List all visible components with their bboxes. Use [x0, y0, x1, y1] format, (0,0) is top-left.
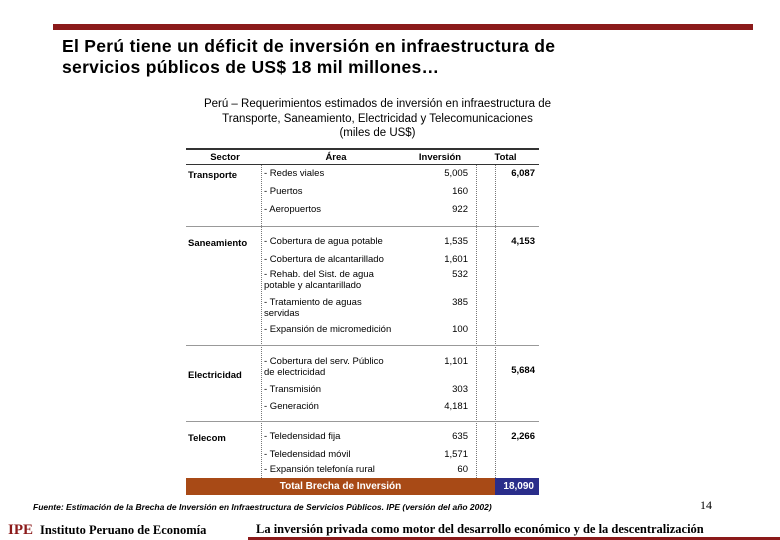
area-label: potable y alcantarillado: [264, 280, 362, 291]
area-label: servidas: [264, 308, 300, 319]
area-label: de electricidad: [264, 367, 326, 378]
area-label: - Expansión telefonía rural: [264, 464, 375, 475]
slide-title: [62, 36, 742, 78]
header-area: Área: [325, 152, 347, 163]
investment-value: 635: [452, 431, 468, 442]
header-total: Total: [494, 152, 517, 163]
sector-name: Telecom: [188, 433, 226, 444]
area-label: - Expansión de micromedición: [264, 324, 392, 335]
investment-value: 303: [452, 384, 468, 395]
investment-value: 100: [452, 324, 468, 335]
investment-value: 532: [452, 269, 468, 280]
investment-value: 1,535: [444, 236, 468, 247]
area-label: - Generación: [264, 401, 319, 412]
area-label: - Cobertura de alcantarillado: [264, 254, 384, 265]
footer: [0, 519, 780, 540]
sector-total: 6,087: [511, 168, 535, 179]
top-rule: [53, 24, 753, 30]
investment-table: [186, 148, 539, 495]
header-sector: Sector: [210, 152, 240, 163]
investment-value: 1,571: [444, 449, 468, 460]
sector-name: Transporte: [188, 170, 238, 181]
investment-value: 160: [452, 186, 468, 197]
sector-total: 5,684: [511, 365, 535, 376]
area-label: - Transmisión: [264, 384, 322, 395]
ipe-logo: IPE: [8, 522, 34, 538]
investment-value: 4,181: [444, 401, 468, 412]
table-caption: [170, 97, 585, 141]
area-label: - Rehab. del Sist. de agua: [264, 269, 374, 280]
title-line-2: servicios públicos de US$ 18 mil millones…: [62, 57, 440, 77]
investment-value: 5,005: [444, 168, 468, 179]
footer-tagline: La inversión privada como motor del desarrollo económico y de la descentralización: [248, 519, 780, 540]
footer-institution: [0, 519, 248, 540]
header-investment: Inversión: [418, 152, 462, 163]
sector-separator: [186, 421, 539, 422]
investment-value: 922: [452, 204, 468, 215]
investment-value: 1,601: [444, 254, 468, 265]
sector-total: 2,266: [511, 431, 535, 442]
investment-value: 1,101: [444, 356, 468, 367]
caption-line-1: Perú – Requerimientos estimados de inversión en infraestructura de: [203, 98, 552, 110]
summary-value: 18,090: [495, 478, 539, 495]
area-label: - Teledensidad fija: [264, 431, 341, 442]
area-label: - Cobertura de agua potable: [264, 236, 383, 247]
sector-name: Electricidad: [188, 370, 242, 381]
sector-total: 4,153: [511, 236, 535, 247]
area-label: - Aeropuertos: [264, 204, 322, 215]
title-line-1: El Perú tiene un déficit de inversión en infraestructura de: [62, 36, 556, 56]
summary-label: Total Brecha de Inversión: [186, 478, 495, 495]
table-top-rule: [186, 148, 539, 150]
area-label: - Redes viales: [264, 168, 325, 179]
caption-line-2: Transporte, Saneamiento, Electricidad y Telecomunicaciones: [222, 112, 533, 125]
page-number: 14: [700, 498, 712, 512]
area-label: - Puertos: [264, 186, 303, 197]
area-label: - Teledensidad móvil: [264, 449, 351, 460]
divider-investment: [476, 165, 477, 478]
caption-line-3: (miles de US$): [339, 127, 416, 139]
divider-sector: [261, 165, 262, 478]
source-note: Fuente: Estimación de la Brecha de Inversión en Infraestructura de Servicios Públicos. IPE (versión del año 2002): [33, 502, 492, 512]
investment-value: 385: [452, 297, 468, 308]
area-label: - Cobertura del serv. Público: [264, 356, 384, 367]
investment-value: 60: [457, 464, 468, 475]
institution-name: Instituto Peruano de Economía: [40, 523, 207, 537]
sector-separator: [186, 226, 539, 227]
sector-name: Saneamiento: [188, 238, 248, 249]
header-rule: [186, 164, 539, 165]
sector-separator: [186, 345, 539, 346]
area-label: - Tratamiento de aguas: [264, 297, 362, 308]
